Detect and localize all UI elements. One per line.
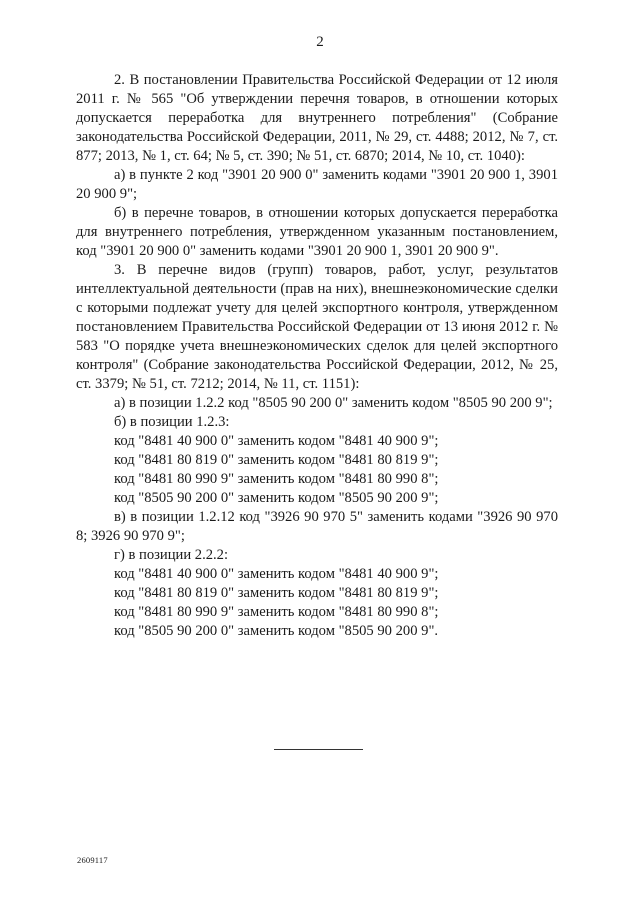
subparagraph-v-position-1-2-12: в) в позиции 1.2.12 код "3926 90 970 5" заменить кодами "3926 90 970 8; 3926 90 970 9"; bbox=[76, 509, 558, 544]
page-number: 2 bbox=[316, 34, 324, 50]
code-replacement-line: код "8481 40 900 0" заменить кодом "8481 40 900 9"; bbox=[114, 433, 439, 449]
end-separator-line bbox=[274, 749, 363, 750]
paragraph-item-3: 3. В перечне видов (групп) товаров, работ, услуг, результатов интеллектуальной деятельности (прав на них), внешнеэкономические сделки с которыми подлежат учету для целей экспортного контроля, утвержденном постановлением Правительства Российской Федерации от 13 июня 2012 г. № 583 "О порядке учета внешнеэкономических сделок для целей экспортного контроля" (Собрание законодательства Российской Федерации, 2012, № 25, ст. 3379; № 51, ст. 7212; 2014, № 11, ст. 1151): bbox=[76, 262, 558, 392]
code-replacement-line: код "8481 80 990 9" заменить кодом "8481 80 990 8"; bbox=[114, 471, 439, 487]
subparagraph-g-heading: г) в позиции 2.2.2: bbox=[114, 547, 229, 563]
code-replacement-line: код "8481 80 819 0" заменить кодом "8481 80 819 9"; bbox=[114, 452, 439, 468]
paragraph-item-2: 2. В постановлении Правительства Российской Федерации от 12 июля 2011 г. № 565 "Об утверждении перечня товаров, в отношении которых допускается переработка для внутреннего потребления" (Собрание законодательства Российской Федерации, 2011, № 29, ст. 4488; 2012, № 7, ст. 877; 2013, № 1, ст. 64; № 5, ст. 390; № 51, ст. 6870; 2014, № 10, ст. 1040): bbox=[76, 72, 558, 164]
subparagraph-b: б) в перечне товаров, в отношении которых допускается переработка для внутреннего потребления, утвержденном указанным постановлением, код "3901 20 900 0" заменить кодами "3901 20 900 1, 3901 20 900 9". bbox=[76, 205, 558, 259]
code-replacement-line: код "8505 90 200 0" заменить кодом "8505 90 200 9". bbox=[114, 623, 439, 639]
document-code: 2609117 bbox=[77, 855, 108, 865]
document-body bbox=[76, 71, 558, 641]
code-replacement-line: код "8505 90 200 0" заменить кодом "8505 90 200 9"; bbox=[114, 490, 439, 506]
subparagraph-a-position-1-2-2: а) в позиции 1.2.2 код "8505 90 200 0" заменить кодом "8505 90 200 9"; bbox=[114, 395, 553, 411]
code-replacement-line: код "8481 80 819 0" заменить кодом "8481 80 819 9"; bbox=[114, 585, 439, 601]
code-replacement-line: код "8481 40 900 0" заменить кодом "8481 40 900 9"; bbox=[114, 566, 439, 582]
code-replacement-line: код "8481 80 990 9" заменить кодом "8481 80 990 8"; bbox=[114, 604, 439, 620]
subparagraph-b-heading: б) в позиции 1.2.3: bbox=[114, 414, 230, 430]
subparagraph-a: а) в пункте 2 код "3901 20 900 0" заменить кодами "3901 20 900 1, 3901 20 900 9"; bbox=[76, 167, 558, 202]
